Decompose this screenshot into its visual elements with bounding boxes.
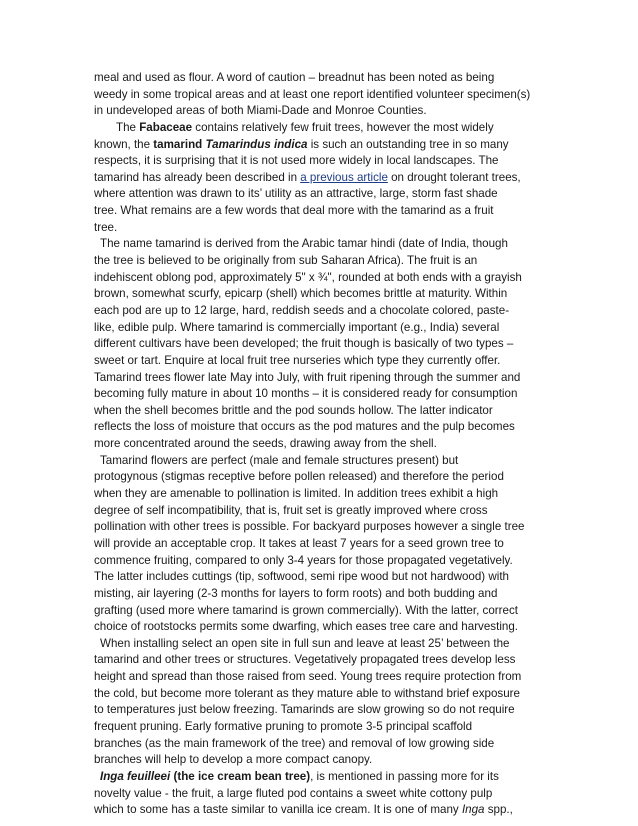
body-text <box>94 70 546 819</box>
text-line: tamarind and other trees or structures. Vegetatively propagated trees develop less <box>94 653 516 667</box>
text-line: grafting (used more where tamarind is grown commercially). With the latter, correct <box>94 603 518 617</box>
text-line: frequent pruning. Early formative pruning to promote 3-5 principal scaffold <box>94 719 473 733</box>
text-run: tamarind has already been described in <box>94 170 301 184</box>
text-run: which to some has a taste similar to vanilla ice cream. It is one of many <box>94 803 462 817</box>
text-line: tree. <box>94 220 118 234</box>
text-run: is such an outstanding tree in so many <box>307 137 509 151</box>
text-run: The <box>116 120 140 134</box>
text-line: indehiscent oblong pod, approximately 5" x ¾", rounded at both ends with a grayish <box>94 270 522 284</box>
text-line: sweet or tart. Enquire at local fruit tree nurseries which type they currently offer. <box>94 353 501 367</box>
text-run: Tamarindus indica <box>205 137 308 151</box>
text-line: Tamarind flowers are perfect (male and female structures present) but <box>100 453 459 467</box>
text-line: meal and used as flour. A word of caution – breadnut has been noted as being <box>94 71 495 84</box>
text-line: becoming fully mature in about 10 months – it is considered ready for consumption <box>94 387 518 401</box>
text-run: ( <box>170 769 178 783</box>
text-line: weedy in some tropical areas and at least one report identified volunteer specimen(s) <box>94 87 531 101</box>
text-line: When installing select an open site in full sun and leave at least 25’ between the <box>100 636 510 650</box>
text-line: The name tamarind is derived from the Arabic tamar hindi (date of India, though <box>100 237 508 251</box>
text-run: Inga <box>461 803 485 817</box>
text-line: in undeveloped areas of both Miami-Dade and Monroe Counties. <box>94 104 427 118</box>
text-line: choice of rootstocks permits some dwarfing, which eases tree care and harvesting. <box>94 620 519 634</box>
text-line: Tamarind trees flower late May into July, with fruit ripening through the summer and <box>94 370 521 384</box>
text-run: Fabaceae <box>139 120 193 134</box>
text-line <box>94 120 546 137</box>
text-line: tree. What remains are a few words that deal more with the tamarind as a fruit <box>94 204 494 218</box>
text-line: misting, air layering (2-3 months for layers to form roots) and both budding and <box>94 586 498 600</box>
text-line: when the shell becomes brittle and the pod sounds hollow. The latter indicator <box>94 403 493 417</box>
text-line: branches will help to develop a more compact canopy. <box>94 753 373 767</box>
text-line: protogynous (stigmas receptive before pollen released) and therefore the period <box>94 470 504 484</box>
text-line: The latter includes cuttings (tip, softwood, semi ripe wood but not hardwood) with <box>94 570 510 584</box>
text-run: known, the <box>94 137 154 151</box>
text-run: spp., <box>484 803 513 817</box>
text-run: the ice cream bean tree <box>177 769 307 783</box>
text-line <box>94 769 546 786</box>
text-run: Inga feuilleei <box>100 769 171 783</box>
text-line: more concentrated around the seeds, drawing away from the shell. <box>94 437 437 451</box>
text-line: when they are amenable to pollination is limited. In addition trees exhibit a high <box>94 487 499 501</box>
previous-article-link[interactable]: a previous article <box>300 170 388 184</box>
text-line: the tree is believed to be originally from sub Saharan Africa). The fruit is an <box>94 254 478 268</box>
text-line: different cultivars have been developed; the fruit though is basically of two types – <box>94 337 514 351</box>
text-line: will provide an acceptable crop. It takes at least 7 years for a seed grown tree to <box>94 536 504 550</box>
text-line: like, edible pulp. Where tamarind is commercially important (e.g., India) several <box>94 320 500 334</box>
text-line: branches (as the main framework of the tree) and removal of low growing side <box>94 736 495 750</box>
text-line: height and spread than those raised from seed. Young trees require protection from <box>94 670 522 684</box>
text-line: reflects the loss of moisture that occurs as the pod matures and the pulp becomes <box>94 420 515 434</box>
text-line: the cold, but become more tolerant as they mature able to withstand brief exposure <box>94 686 520 700</box>
text-line: commence fruiting, compared to only 3-4 years for those propagated vegetatively. <box>94 553 513 567</box>
text-run: ) <box>306 769 311 783</box>
text-run: tamarind <box>153 137 206 151</box>
text-line <box>94 802 546 819</box>
text-run: contains relatively few fruit trees, however the most widely <box>192 120 494 134</box>
text-line: brown, somewhat scurfy, epicarp (shell) which becomes brittle at maturity. Within <box>94 287 508 301</box>
text-line: pollination with other trees is possible. For backyard purposes however a single tree <box>94 520 525 534</box>
text-line: degree of self incompatibility, that is, fruit set is greatly improved where cross <box>94 503 488 517</box>
text-line: each pod are up to 12 large, hard, reddish seeds and a chocolate colored, paste- <box>94 303 510 317</box>
text-line <box>94 170 546 187</box>
text-line: respects, it is surprising that it is not used more widely in local landscapes. The <box>94 154 499 168</box>
text-run: , is mentioned in passing more for its <box>310 769 499 783</box>
text-line: to temperatures just below freezing. Tamarinds are slow growing so do not require <box>94 703 515 717</box>
text-line <box>94 137 546 154</box>
text-line: where attention was drawn to its’ utility as an attractive, large, storm fast shade <box>94 187 498 201</box>
text-run: on drought tolerant trees, <box>387 170 521 184</box>
text-line: novelty value - the fruit, a large fluted pod contains a sweet white cottony pulp <box>94 786 493 800</box>
